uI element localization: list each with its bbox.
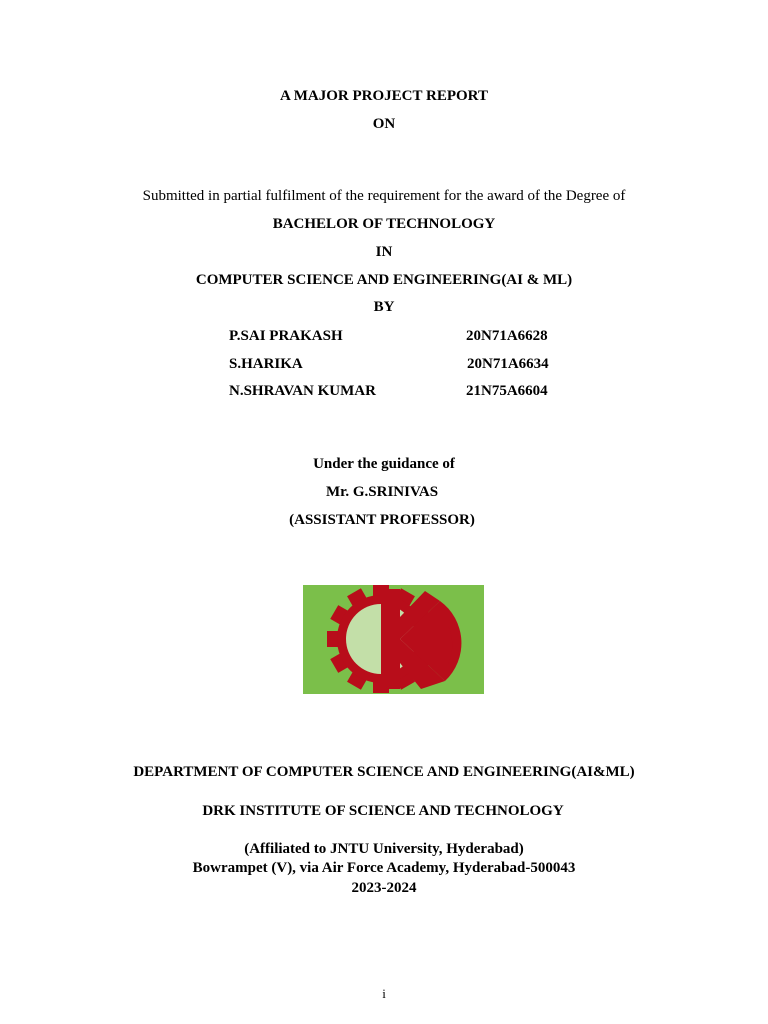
affiliation: (Affiliated to JNTU University, Hyderabad) [244,841,524,857]
student-name: P.SAI PRAKASH [229,328,343,344]
degree-in: IN [375,244,393,260]
college-emblem-gear-k-icon [303,585,484,694]
department-name: DEPARTMENT OF COMPUTER SCIENCE AND ENGINEERING(AI&ML) [133,764,635,780]
student-name: S.HARIKA [229,356,303,372]
page-number: i [382,986,386,1001]
guide-designation: (ASSISTANT PROFESSOR) [289,512,475,528]
student-name: N.SHRAVAN KUMAR [229,383,376,399]
institute-address: Bowrampet (V), via Air Force Academy, Hyderabad-500043 [192,860,576,876]
report-title: A MAJOR PROJECT REPORT [280,88,488,104]
institute-name: DRK INSTITUTE OF SCIENCE AND TECHNOLOGY [202,803,564,819]
academic-year: 2023-2024 [351,880,417,896]
student-roll-number: 21N75A6604 [466,383,548,399]
submission-statement: Submitted in partial fulfilment of the requirement for the award of the Degree of [142,188,626,204]
branch-name: COMPUTER SCIENCE AND ENGINEERING(AI & ML) [195,272,573,288]
by-label: BY [373,299,395,315]
student-roll-number: 20N71A6628 [466,328,548,344]
guidance-intro: Under the guidance of [313,456,455,472]
college-logo [303,585,484,694]
degree-name: BACHELOR OF TECHNOLOGY [272,216,496,232]
student-roll-number: 20N71A6634 [467,356,549,372]
report-title-on: ON [372,116,396,132]
guide-name: Mr. G.SRINIVAS [325,484,439,500]
